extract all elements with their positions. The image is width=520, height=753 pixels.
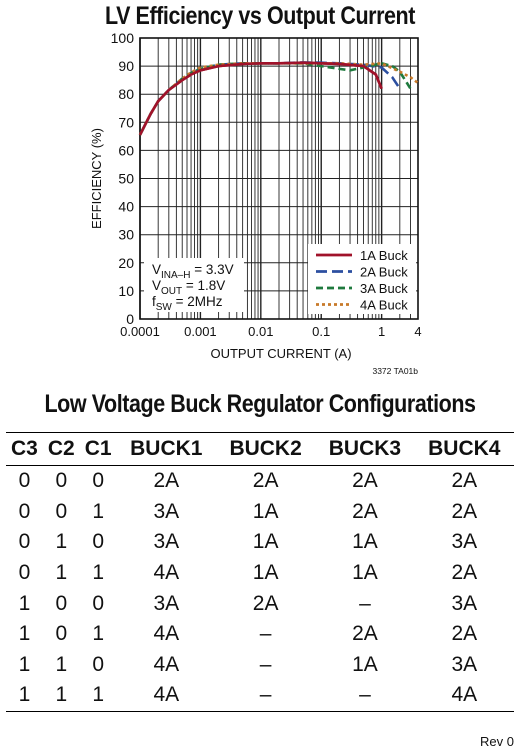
table-row bbox=[6, 619, 514, 650]
revision-label: Rev 0 bbox=[480, 734, 514, 749]
table-cell: 3A bbox=[451, 652, 478, 676]
table-cell: 1 bbox=[55, 530, 68, 554]
table-cell: 2A bbox=[252, 469, 279, 493]
table-cell: 3A bbox=[153, 530, 180, 554]
y-tick-label: 10 bbox=[118, 282, 134, 299]
table-cell: 2A bbox=[252, 591, 279, 615]
table-cell: 0 bbox=[92, 469, 105, 493]
table-cell: 0 bbox=[55, 469, 68, 493]
table-row bbox=[6, 680, 514, 711]
table-cell: – bbox=[259, 622, 272, 646]
y-tick-label: 30 bbox=[118, 226, 134, 243]
table-cell: 2A bbox=[153, 469, 180, 493]
x-tick-label: 4 bbox=[414, 324, 422, 339]
table-row bbox=[6, 650, 514, 681]
table-cell: 0 bbox=[18, 561, 31, 585]
legend-label: 3A Buck bbox=[360, 281, 408, 296]
table-cell: – bbox=[359, 591, 371, 615]
table-cell: 1 bbox=[6, 680, 43, 711]
table-cell: – bbox=[216, 680, 315, 711]
table-cell: 2A bbox=[451, 622, 478, 646]
table-cell: 1A bbox=[252, 530, 279, 554]
y-tick-label: 40 bbox=[118, 198, 134, 215]
table-header-cell: BUCK1 bbox=[117, 433, 216, 466]
table-cell: 3A bbox=[153, 591, 180, 615]
table-row bbox=[6, 527, 514, 558]
x-axis-label: OUTPUT CURRENT (A) bbox=[210, 346, 352, 361]
table-cell: 0 bbox=[18, 469, 31, 493]
table-cell: 1 bbox=[18, 652, 31, 676]
table-cell: 3A bbox=[153, 499, 180, 523]
x-tick-label: 1 bbox=[378, 324, 386, 339]
table-cell: 2A bbox=[451, 561, 478, 585]
table-cell: 0 bbox=[92, 530, 105, 554]
table-cell: 4A bbox=[153, 652, 180, 676]
x-tick-label: 0.001 bbox=[184, 324, 217, 339]
legend-label: 2A Buck bbox=[360, 264, 408, 280]
table-cell: 1 bbox=[92, 499, 105, 523]
table-row bbox=[6, 588, 514, 619]
table-cell: 0 bbox=[92, 652, 105, 676]
x-tick-label: 0.0001 bbox=[120, 324, 160, 339]
table-cell: 4A bbox=[153, 622, 180, 646]
figure-code: 3372 TA01b bbox=[372, 366, 418, 376]
y-tick-label: 90 bbox=[118, 58, 134, 75]
table-cell: 1A bbox=[352, 530, 378, 554]
table-cell: 0 bbox=[18, 530, 31, 554]
table-cell: 4A bbox=[415, 680, 514, 711]
table-cell: 1 bbox=[55, 652, 68, 676]
table-header-cell: BUCK3 bbox=[315, 433, 414, 466]
table-cell: 0 bbox=[55, 591, 68, 615]
table-header-cell: C3 bbox=[6, 433, 43, 466]
table-row bbox=[6, 497, 514, 528]
table-row bbox=[6, 558, 514, 589]
table-cell: 1 bbox=[92, 561, 105, 585]
table-row bbox=[6, 466, 514, 497]
condition-label: $V_{OUT} = 1.8V$ bbox=[152, 278, 226, 297]
table-header-cell: BUCK4 bbox=[415, 433, 514, 466]
condition-label: $V_{INA-H} = 3.3V$ bbox=[152, 262, 234, 281]
table-header-cell: C1 bbox=[80, 433, 117, 466]
table-cell: 2A bbox=[451, 469, 478, 493]
y-tick-label: 0 bbox=[126, 311, 134, 327]
table-header-cell: C2 bbox=[43, 433, 80, 466]
table-cell: 3A bbox=[451, 591, 478, 615]
table-cell: 2A bbox=[352, 469, 378, 493]
table-cell: 1 bbox=[18, 622, 31, 646]
legend-label: 4A Buck bbox=[360, 297, 408, 313]
table-cell: 4A bbox=[153, 561, 180, 585]
table-cell: 0 bbox=[18, 499, 31, 523]
table-cell: – bbox=[259, 652, 272, 676]
table-cell: 2A bbox=[352, 622, 378, 646]
chart-title: LV Efficiency vs Output Current bbox=[104, 2, 416, 30]
table-cell: 1 bbox=[18, 591, 31, 615]
y-tick-label: 100 bbox=[110, 30, 134, 46]
y-tick-label: 50 bbox=[118, 170, 134, 187]
table-header-row bbox=[6, 433, 514, 466]
table-cell: 1A bbox=[252, 561, 279, 585]
configuration-table bbox=[6, 432, 514, 712]
table-cell: 1 bbox=[43, 680, 80, 711]
table-cell: 3A bbox=[451, 530, 478, 554]
table-cell: 1 bbox=[92, 622, 105, 646]
table-cell: 1 bbox=[55, 561, 68, 585]
table-cell: 1A bbox=[252, 499, 279, 523]
condition-label: $f_{SW} = 2MHz$ bbox=[152, 294, 223, 313]
y-axis-label: EFFICIENCY (%) bbox=[89, 128, 104, 229]
y-tick-label: 70 bbox=[118, 114, 134, 131]
table-header-cell: BUCK2 bbox=[216, 433, 315, 466]
legend-label: 1A Buck bbox=[360, 248, 408, 263]
table-title: Low Voltage Buck Regulator Configurations bbox=[44, 390, 476, 418]
table-cell: 1A bbox=[352, 652, 378, 676]
x-tick-label: 0.1 bbox=[312, 324, 331, 339]
table-cell: 0 bbox=[92, 591, 105, 615]
table-cell: 1 bbox=[80, 680, 117, 711]
table-cell: – bbox=[315, 680, 414, 711]
table-cell: 2A bbox=[352, 499, 378, 523]
y-tick-label: 20 bbox=[118, 254, 134, 271]
table-cell: 2A bbox=[451, 499, 478, 523]
table-cell: 0 bbox=[55, 622, 68, 646]
table-cell: 0 bbox=[55, 499, 68, 523]
series-line bbox=[140, 62, 400, 134]
table-cell: 1A bbox=[352, 561, 378, 585]
table-cell: 4A bbox=[117, 680, 216, 711]
y-tick-label: 80 bbox=[118, 86, 134, 103]
series-line bbox=[140, 63, 411, 135]
y-tick-label: 60 bbox=[118, 142, 134, 159]
x-tick-label: 0.01 bbox=[248, 324, 274, 339]
